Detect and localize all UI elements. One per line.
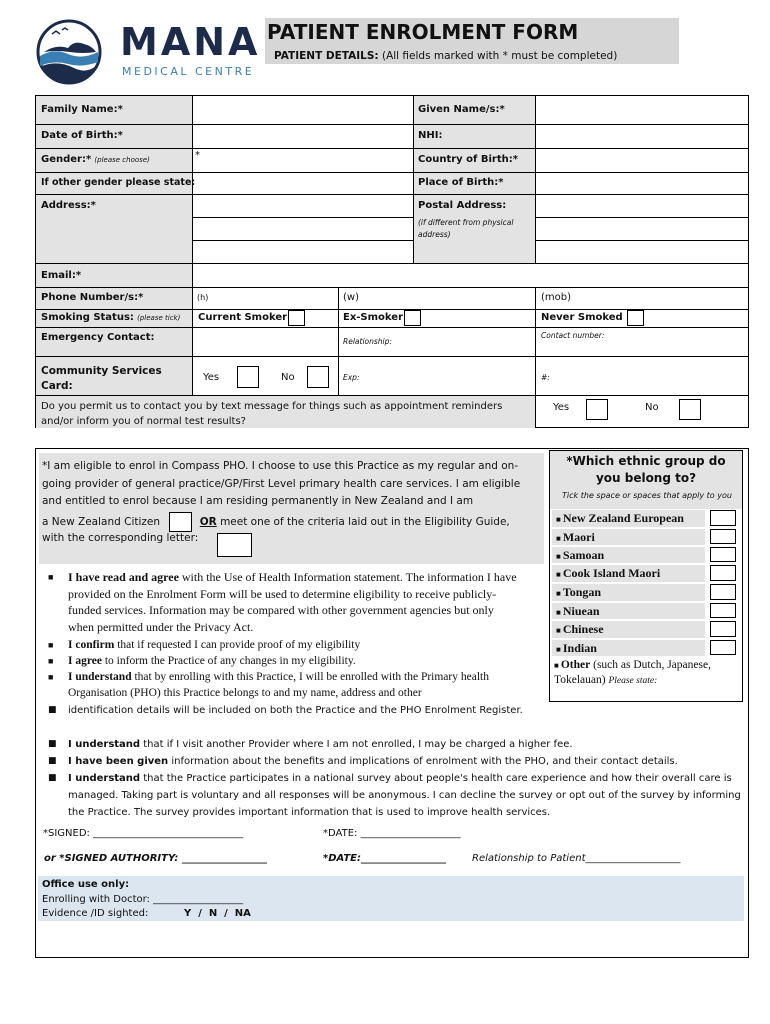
patient-details-heading [274,50,617,62]
statement-bold: I have read and agree [68,570,179,584]
ethnic-group-name: Samoan [562,548,605,562]
smoking-label-text: Smoking Status: [41,312,134,323]
ethnic-row-label [552,621,705,638]
csc-no-label: No [281,372,295,383]
or-text: OR [199,516,217,528]
ethnic-row [550,564,742,583]
postal-address-label: Postal Address: [418,200,507,211]
given-names-label: Given Name/s:* [418,104,505,115]
text-permission-question: Do you permit us to contact you by text message for things such as appointment reminders and/or inform you of normal test results? [41,401,503,427]
never-smoked-label: Never Smoked [541,312,623,323]
never-smoked-checkbox[interactable] [627,310,644,326]
other-note: Please state: [608,676,658,686]
ex-smoker-checkbox[interactable] [404,310,421,326]
evidence-label: Evidence /ID sighted: [42,908,149,919]
phone-home-field[interactable]: (h) [197,293,209,302]
signed-authority-line[interactable]: or *SIGNED AUTHORITY: _________________ [44,853,267,864]
bullet-icon: ■ [48,705,57,715]
email-field[interactable] [193,264,748,286]
ethnic-row [550,639,742,657]
nhi-field[interactable] [536,125,748,147]
details-label: PATIENT DETAILS: [274,50,379,62]
email-label: Email:* [41,270,82,281]
current-smoker-label: Current Smoker [198,312,288,323]
ethnic-checkbox[interactable] [710,547,736,562]
smoking-note: (please tick) [137,314,181,322]
bullet-icon: ■ [556,589,563,598]
text-no-label: No [645,402,659,413]
office-use-box [38,876,744,921]
address-label: Address:* [41,200,96,211]
contact-number-label: Contact number: [541,331,605,340]
ethnic-checkbox[interactable] [710,510,736,526]
nhi-label: NHI: [418,130,443,141]
bullet-icon: ■ [48,756,57,766]
statement-item [48,753,748,770]
bullet-icon: ■ [556,626,563,635]
ethnic-group-name: Niuean [562,604,600,618]
dob-label: Date of Birth:* [41,130,123,141]
smoking-label [41,312,180,324]
ethnic-group-name: Maori [562,530,595,544]
gender-label [41,154,150,166]
details-note: (All fields marked with * must be completed) [381,50,618,62]
bullet-icon: ■ [48,739,57,749]
ethnic-row-label [552,510,705,527]
criteria-text: meet one of the criteria laid out in the Eligibility Guide, [220,516,510,528]
statement-item [48,736,748,753]
statement-text: that if I visit another Provider where I am not enrolled, I may be charged a higher fee. [140,739,573,750]
ethnic-row-label [552,565,705,582]
statement-text: to inform the Practice of any changes in my eligibility. [101,655,356,667]
statement-item [48,653,520,669]
gender-field[interactable]: * [195,150,200,161]
ethnic-row-label [552,547,705,563]
statement-bold: I understand [68,671,132,683]
statement-item [48,637,520,653]
ethnic-group-name: Chinese [562,622,604,636]
statement-text: with the Use of Health Information statement. The information I have provided on the Enrolment Form will be used to determine eligibility to receive publicly-funded services. Information may be compared with other government agencies but only when permitted under the Privacy Act. [68,570,517,634]
bullet-icon: ■ [48,773,57,783]
other-bold: Other [560,659,591,671]
eligibility-citizen-line [42,512,510,532]
statement-text: that if requested I can provide proof of my eligibility [114,639,361,651]
bullet-icon: ■ [556,534,563,543]
bullet-icon: ■ [554,661,561,670]
ethnic-other [554,658,714,688]
emergency-label: Emergency Contact: [41,332,155,343]
ethnic-checkbox[interactable] [710,529,736,544]
authority-date-line[interactable]: *DATE:_________________ [323,853,446,864]
bullet-icon: ■ [556,570,563,579]
text-no-checkbox[interactable] [679,399,701,420]
phone-mobile-field[interactable]: (mob) [541,292,572,303]
form-title: PATIENT ENROLMENT FORM [267,20,579,44]
ethnic-checkbox[interactable] [710,621,736,637]
ethnic-checkbox[interactable] [710,565,736,581]
ethnic-row-label [552,584,705,601]
ethnic-checkbox[interactable] [710,640,736,655]
statement-bold: I understand [68,739,141,750]
statement-item [48,569,520,635]
ethnic-row [550,546,742,564]
ethnic-row-label [552,603,705,619]
statement-text: identification details will be included on both the Practice and the PHO Enrolment Register. [68,705,523,716]
family-name-label: Family Name:* [41,104,123,115]
ethnic-title: *Which ethnic group do you belong to? [566,454,726,485]
statement-item [48,770,746,821]
bullet-icon: ■ [48,572,54,582]
postal-note: (if different from physical address) [418,218,514,239]
postal-address-field[interactable] [536,195,748,262]
relationship-line[interactable]: Relationship to Patient___________________ [472,853,681,864]
text-yes-label: Yes [553,402,570,413]
phone-label: Phone Number/s:* [41,292,144,303]
bullet-icon: ■ [48,656,54,666]
csc-label-line2: Card: [41,380,73,392]
place-of-birth-field[interactable] [536,173,748,193]
letter-checkbox[interactable] [217,533,252,557]
statement-text: that the Practice participates in a national survey about people's health care experience and how their overall care is managed. Taking part is voluntary and all responses will be anonymous. I can decline the survey or opt out of the survey by informing the Practice. The survey provides important information that is used to improve health services. [68,773,741,818]
relationship-label: Relationship: [343,337,392,346]
other-gender-label: If other gender please state: [41,177,196,188]
bullet-icon: ■ [556,552,563,561]
csc-number-label: #: [541,373,550,382]
statement-item [48,702,528,719]
ethnic-note: Tick the space or spaces that apply to you [562,491,732,500]
enrolling-doctor-line[interactable]: Enrolling with Doctor: __________________ [42,894,244,905]
emergency-name-field[interactable] [193,328,337,355]
statement-text: information about the benefits and implications of enrolment with the PHO, and their contact details. [168,756,678,767]
given-names-field[interactable] [536,96,748,123]
statement-text: that by enrolling with this Practice, I will be enrolled with the Primary health Organisation (PHO) this Practice belongs to and my name, address and other [68,671,489,699]
form-header [265,18,679,64]
office-use-title: Office use only: [42,879,130,890]
address-field[interactable] [193,195,412,262]
ethnic-row-label [552,640,705,656]
country-of-birth-field[interactable] [536,149,748,171]
ethnic-row [550,620,742,639]
ethnic-row [550,528,742,546]
csc-yes-label: Yes [203,372,220,383]
logo-name: MANA [120,20,261,64]
gender-label-text: Gender:* [41,154,92,165]
ethnic-checkbox[interactable] [710,584,736,600]
date-line[interactable]: *DATE: ____________________ [323,828,461,839]
other-text: (such as Dutch, Japanese, Tokelauan) [554,659,711,686]
statement-bold: I confirm [68,639,115,651]
ethnic-group-name: Tongan [562,585,602,599]
csc-yes-checkbox[interactable] [237,366,259,388]
gender-note: (please choose) [94,156,150,164]
ethnic-group-name: New Zealand European [562,511,684,525]
csc-label [41,364,162,394]
logo [34,18,260,86]
bullet-icon: ■ [556,645,563,654]
ethnic-row [550,509,742,528]
bullet-icon: ■ [556,608,563,617]
csc-label-line1: Community Services [41,365,162,377]
place-of-birth-label: Place of Birth:* [418,177,504,188]
ex-smoker-label: Ex-Smoker [343,312,404,323]
ethnic-checkbox[interactable] [710,603,736,618]
mana-logo-mark [34,18,104,86]
other-gender-field[interactable] [193,173,412,193]
statement-bold: I have been given [68,756,169,767]
letter-line: with the corresponding letter: [42,532,199,544]
bullet-icon: ■ [48,640,54,650]
evidence-options[interactable]: Y / N / NA [184,908,251,919]
ethnic-row-label [552,529,705,545]
bullet-icon: ■ [48,672,54,682]
ethnic-row [550,583,742,602]
ethnic-row [550,602,742,620]
nz-citizen-text: a New Zealand Citizen [42,516,161,528]
statement-bold: I agree [68,655,102,667]
dob-field[interactable] [193,125,412,147]
statement-item [48,669,520,701]
current-smoker-checkbox[interactable] [288,310,305,326]
phone-work-field[interactable]: (w) [343,292,359,303]
bullet-icon: ■ [556,515,563,524]
csc-exp-label: Exp: [343,373,360,382]
signed-line[interactable]: *SIGNED: ______________________________ [43,828,244,839]
logo-subtitle: MEDICAL CENTRE [122,65,255,78]
nz-citizen-checkbox[interactable] [169,512,192,532]
family-name-field[interactable] [193,96,412,123]
ethnic-panel [549,450,743,702]
country-of-birth-label: Country of Birth:* [418,154,518,165]
ethnic-group-name: Cook Island Maori [562,566,661,580]
text-yes-checkbox[interactable] [586,399,608,420]
csc-no-checkbox[interactable] [307,366,329,388]
statement-bold: I understand [68,773,141,784]
eligibility-text: *I am eligible to enrol in Compass PHO. I choose to use this Practice as my regular and on-going provider of general practice/GP/First Level primary health care services. I am eligible and entitled to enrol because I am residing permanently in New Zealand and I am [42,460,521,507]
ethnic-group-name: Indian [562,641,597,655]
